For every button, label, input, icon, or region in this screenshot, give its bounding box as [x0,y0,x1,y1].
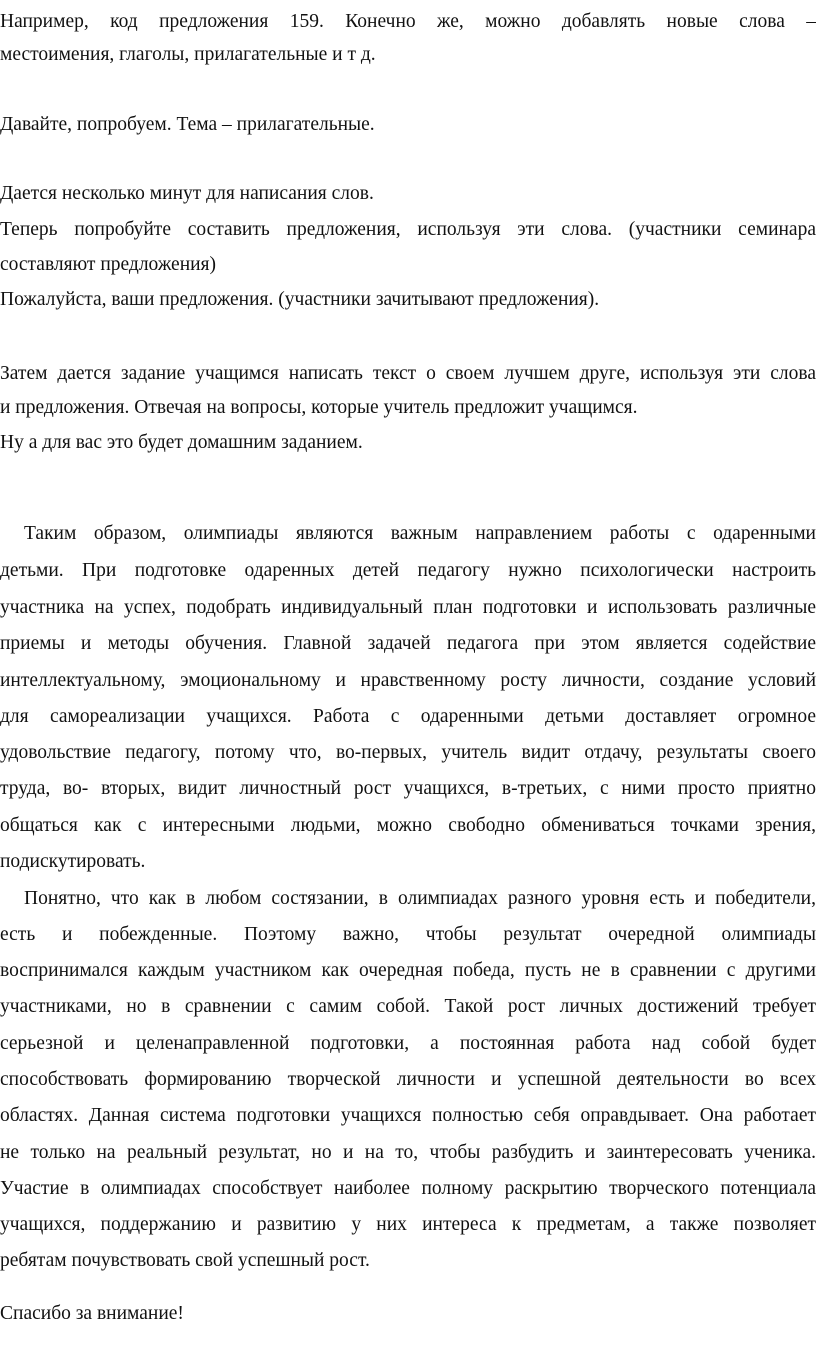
conclusion-line: Таким образом, олимпиады являются важным направлением работы с одаренными [24,523,816,544]
conclusion-line: для самореализации учащихся. Работа с одаренными детьми доставляет огромное [0,706,816,727]
intro-line: Теперь попробуйте составить предложения, используя эти слова. (участники семинара [0,219,816,240]
conclusion-line: приемы и методы обучения. Главной задачей педагога при этом является содействие [0,633,816,654]
intro-line: Ну а для вас это будет домашним заданием. [0,432,363,453]
intro-line: Например, код предложения 159. Конечно же, можно добавлять новые слова – [0,11,816,32]
conclusion-line: труда, во- вторых, видит личностный рост учащихся, в-третьих, с ними просто приятно [0,778,816,799]
intro-line: Давайте, попробуем. Тема – прилагательные. [0,114,375,135]
final-line: областях. Данная система подготовки учащихся полностью себя оправдывает. Она работает [0,1105,816,1126]
final-line: способствовать формированию творческой личности и успешной деятельности во всех [0,1069,816,1090]
final-line: серьезной и целенаправленной подготовки, а постоянная работа над собой будет [0,1033,816,1054]
conclusion-line: подискутировать. [0,851,146,872]
final-line: Участие в олимпиадах способствует наиболее полному раскрытию творческого потенциала [0,1178,816,1199]
final-line: не только на реальный результат, но и на то, чтобы разбудить и заинтересовать ученика. [0,1142,816,1163]
final-line: Понятно, что как в любом состязании, в олимпиадах разного уровня есть и победители, [24,888,816,909]
intro-line: Пожалуйста, ваши предложения. (участники зачитывают предложения). [0,289,600,310]
final-line: есть и побежденные. Поэтому важно, чтобы результат очередной олимпиады [0,924,816,945]
final-line: учащихся, поддержанию и развитию у них интереса к предметам, а также позволяет [0,1214,816,1235]
conclusion-line: детьми. При подготовке одаренных детей педагогу нужно психологически настроить [0,560,816,581]
conclusion-line: участника на успех, подобрать индивидуальный план подготовки и использовать различные [0,597,816,618]
final-line: ребятам почувствовать свой успешный рост. [0,1250,370,1271]
final-line: участниками, но в сравнении с самим собой. Такой рост личных достижений требует [0,996,816,1017]
intro-line: составляют предложения) [0,254,217,275]
intro-line: Затем дается задание учащимся написать текст о своем лучшем друге, используя эти слова [0,363,816,384]
conclusion-line: удовольствие педагогу, потому что, во-первых, учитель видит отдачу, результаты своего [0,742,816,763]
intro-line: Дается несколько минут для написания слов. [0,183,374,204]
closing-text: Спасибо за внимание! [0,1303,184,1324]
final-line: воспринимался каждым участником как очередная победа, пусть не в сравнении с другими [0,960,816,981]
intro-line: и предложения. Отвечая на вопросы, которые учитель предложит учащимся. [0,397,638,418]
conclusion-line: интеллектуальному, эмоциональному и нравственному росту личности, создание условий [0,670,816,691]
conclusion-line: общаться как с интересными людьми, можно свободно обмениваться точками зрения, [0,815,816,836]
intro-line: местоимения, глаголы, прилагательные и т д. [0,44,376,65]
